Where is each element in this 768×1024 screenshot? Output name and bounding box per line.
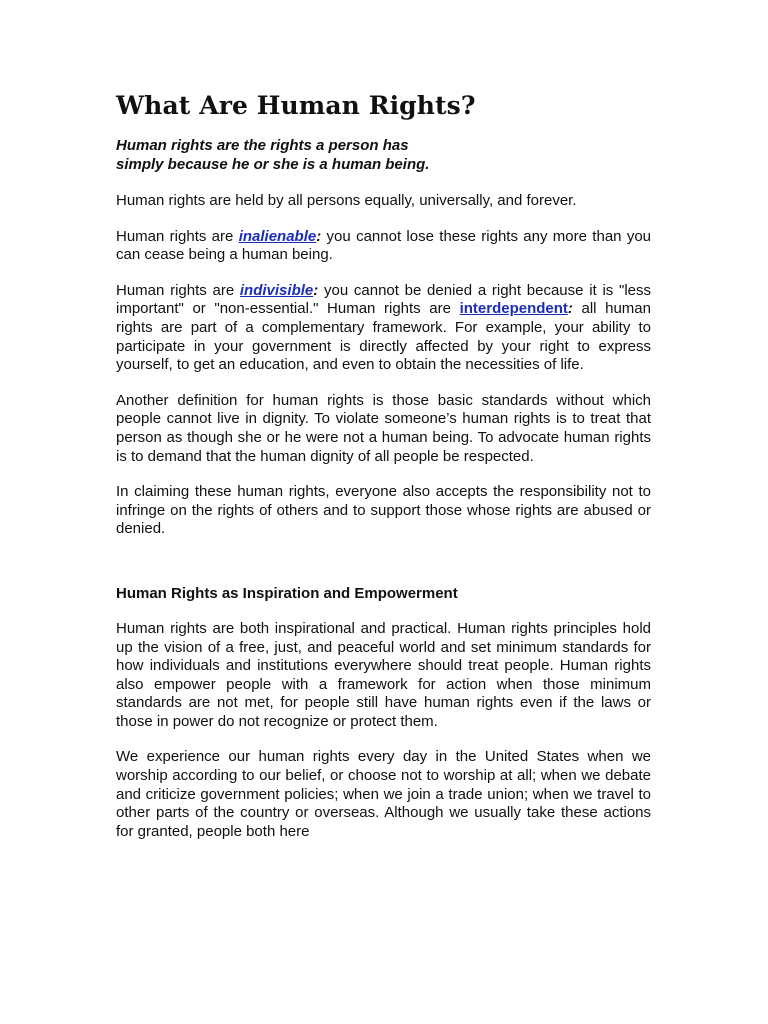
paragraph-indivisible-middle: you cannot be denied a right because it is "less important" or "non-essential." Human rights are (116, 281, 651, 318)
document-page (116, 91, 651, 841)
paragraph-definition-dignity: Another definition for human rights is those basic standards without which people cannot live in dignity. To violate someone’s human rights is to treat that person as though she or he were not a human being. To advocate human rights is to demand that the human dignity of all people be respected. (116, 391, 651, 465)
paragraph-inalienable-text: you cannot lose these rights any more than you can cease being a human being. (116, 227, 652, 264)
paragraph-inspirational-practical: Human rights are both inspirational and practical. Human rights principles hold up the vision of a free, just, and peaceful world and set minimum standards for how individuals and institutions everywhere should treat people. Human rights also empower people with a framework for action when those minimum standards are not met, for people still have human rights even if the laws or those in power do not recognize or protect them. (116, 619, 651, 730)
paragraph-indivisible (116, 282, 651, 375)
lede-line-1: Human rights are the rights a person has (116, 137, 409, 154)
lede-line-2: simply because he or she is a human being. (116, 156, 430, 173)
term-indivisible-link[interactable]: indivisible (239, 281, 314, 299)
paragraph-inalienable (116, 228, 651, 265)
paragraph-indivisible-prefix: Human rights are (116, 281, 240, 299)
paragraph-held-by-all: Human rights are held by all persons equally, universally, and forever. (116, 192, 577, 209)
term-indivisible-colon: : (313, 281, 319, 299)
paragraph-responsibility: In claiming these human rights, everyone also accepts the responsibility not to infringe on the rights of others and to support those whose rights are abused or denied. (116, 483, 651, 538)
section-heading-inspiration: Human Rights as Inspiration and Empowerment (116, 584, 458, 602)
paragraph-everyday-experience: We experience our human rights every day in the United States when we worship according to our belief, or choose not to worship at all; when we debate and criticize government policies; when we join a trade union; when we travel to other parts of the country or overseas. Although we usually take these actions for granted, people both here (116, 748, 651, 840)
page-title: What Are Human Rights? (116, 91, 476, 120)
paragraph-indivisible-text: all human rights are part of a complementary framework. For example, your ability to participate in your government is directly affected by your right to express yourself, to get an education, and even to obtain the necessities of life. (116, 300, 651, 374)
lede-statement (116, 136, 651, 174)
term-inalienable-colon: : (316, 227, 322, 245)
term-inalienable-link[interactable]: inalienable (238, 227, 317, 245)
term-interdependent-link[interactable]: interdependent (459, 300, 568, 318)
term-interdependent-colon: : (567, 300, 573, 318)
paragraph-inalienable-prefix: Human rights are (116, 227, 239, 245)
